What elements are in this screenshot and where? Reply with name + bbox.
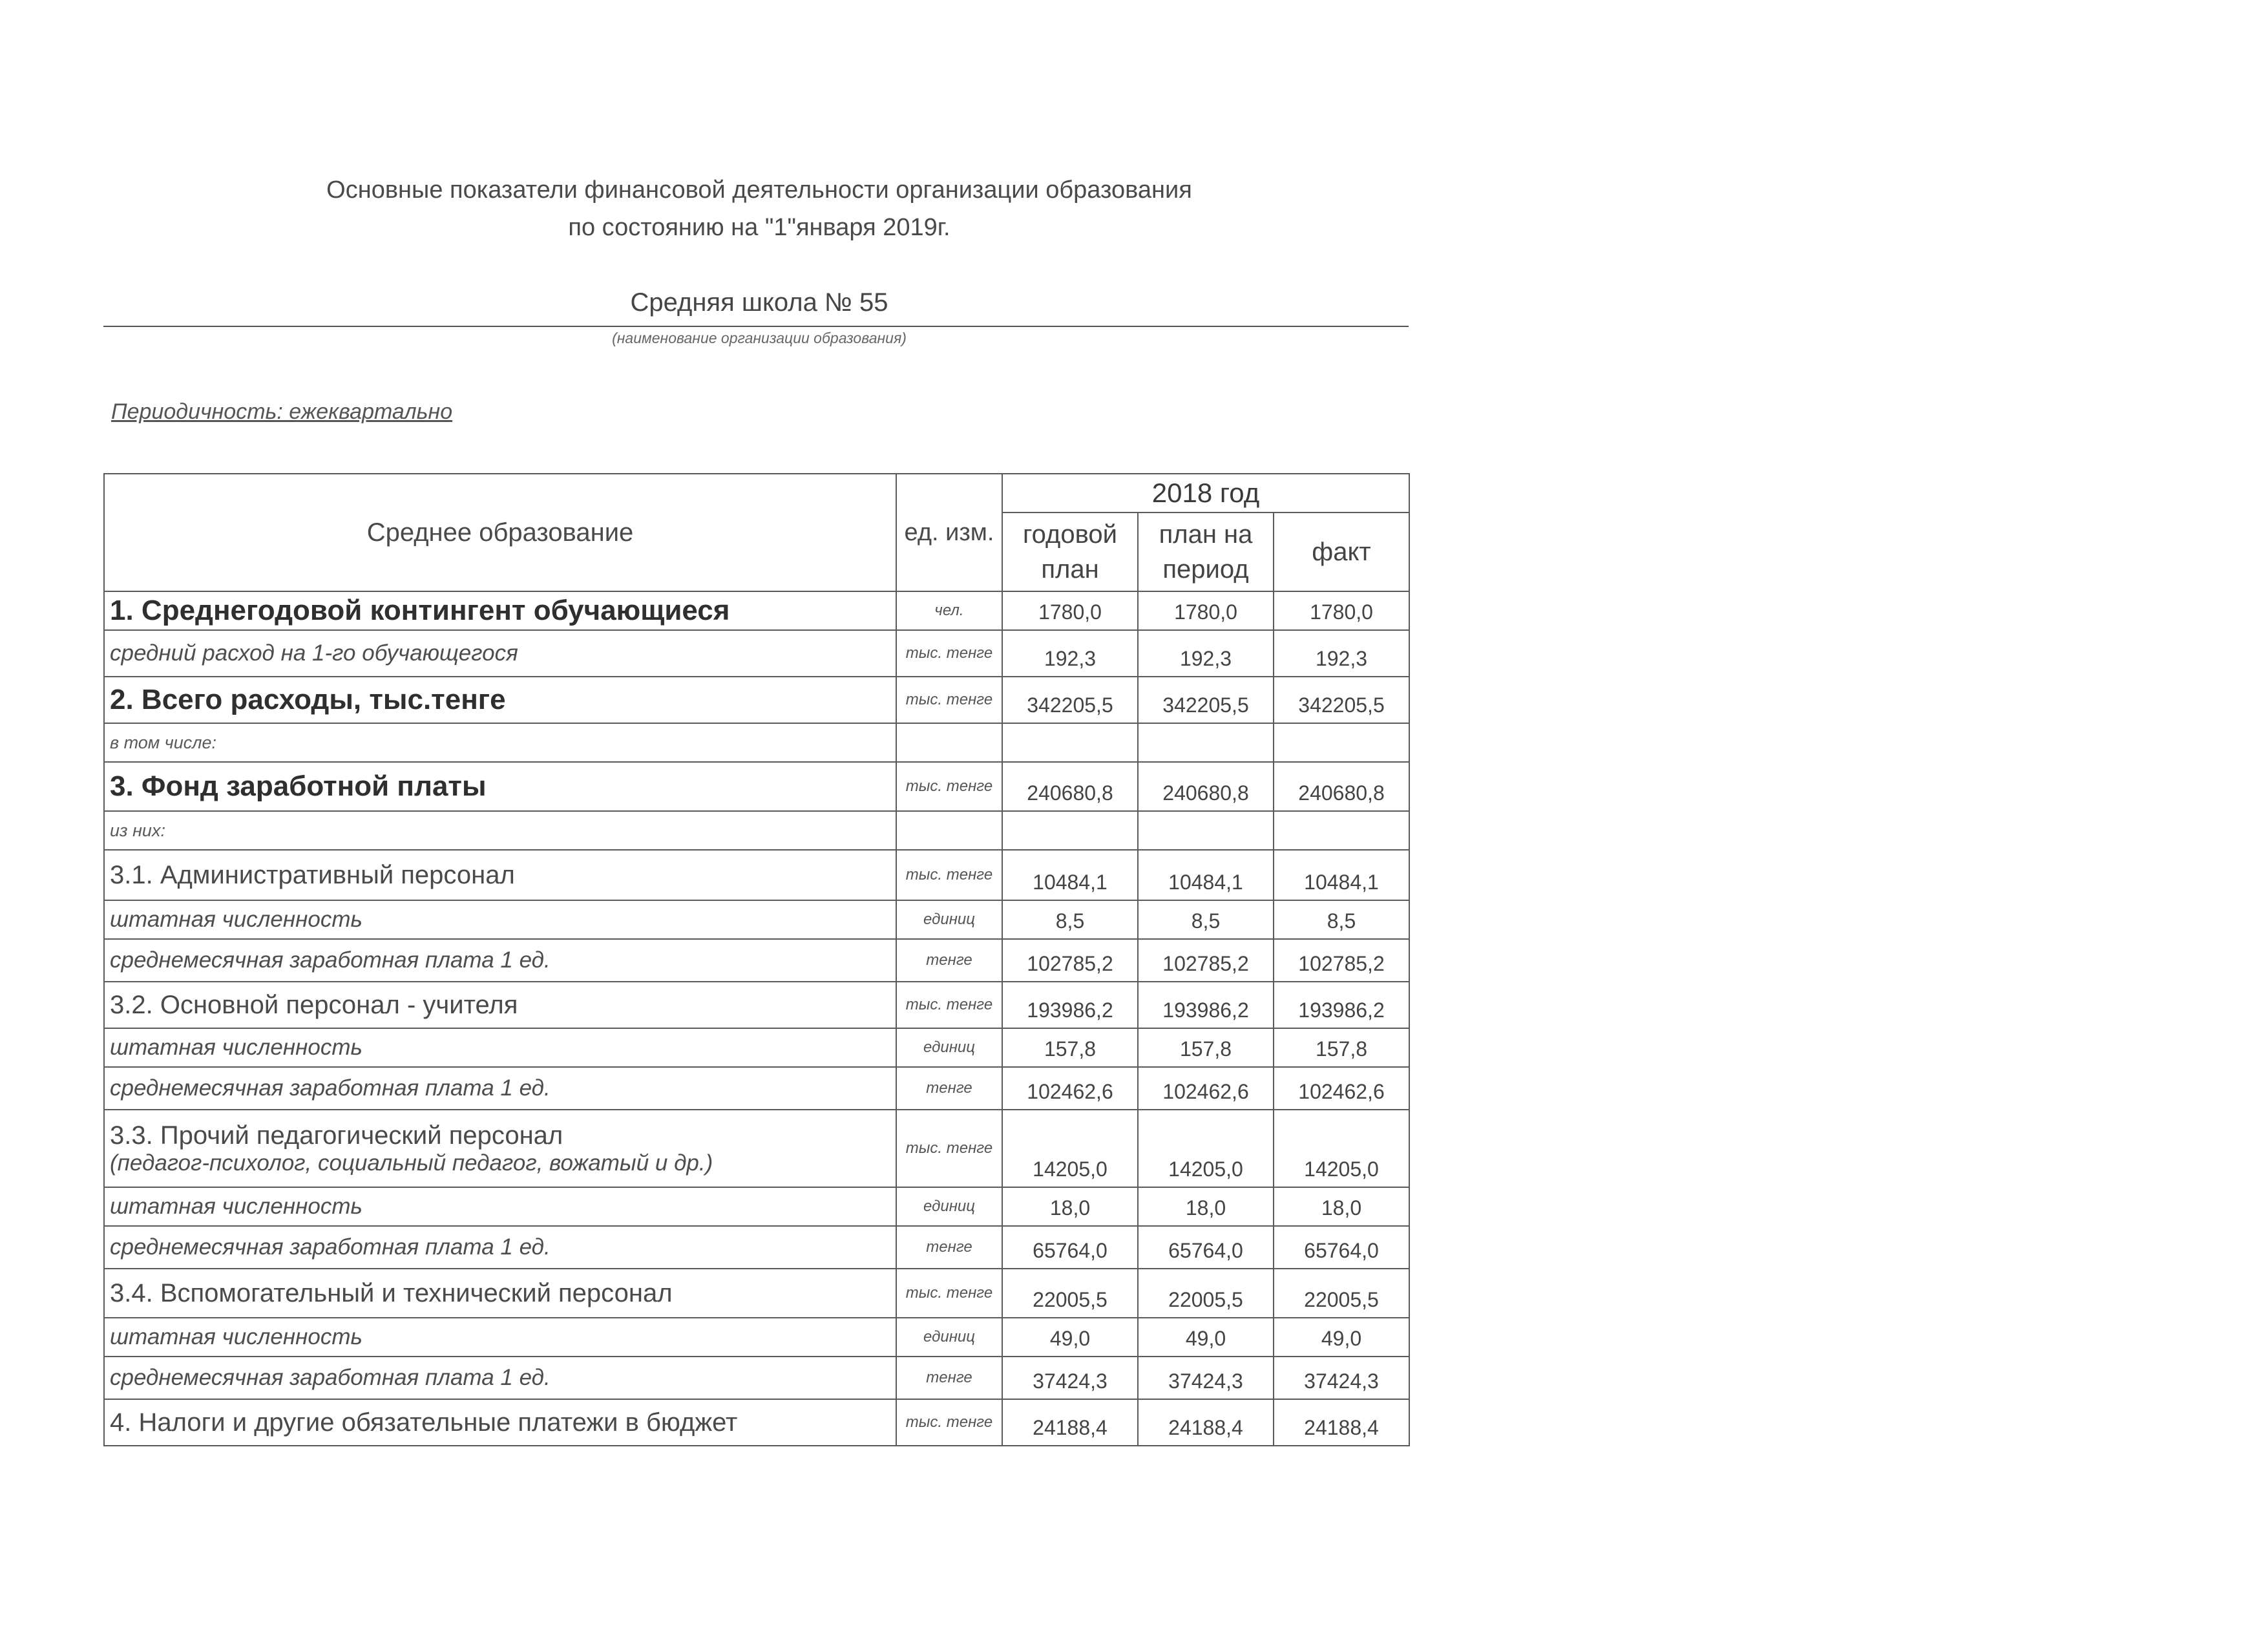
row-label-text: штатная численность <box>110 1035 362 1060</box>
table-row <box>104 1399 1409 1446</box>
row-value-annual: 37424,3 <box>1002 1357 1138 1399</box>
row-value-period: 192,3 <box>1138 630 1274 677</box>
table-row <box>104 982 1409 1028</box>
row-value-fact: 157,8 <box>1274 1028 1409 1067</box>
row-value-annual: 65764,0 <box>1002 1226 1138 1269</box>
row-value-period <box>1138 723 1274 762</box>
row-value-period: 342205,5 <box>1138 677 1274 723</box>
row-value-annual: 10484,1 <box>1002 850 1138 900</box>
row-value-fact: 24188,4 <box>1274 1399 1409 1446</box>
financial-indicators-table <box>103 473 1410 1446</box>
row-value-annual <box>1002 723 1138 762</box>
table-row <box>104 1110 1409 1187</box>
table-row <box>104 1318 1409 1357</box>
row-value-period: 37424,3 <box>1138 1357 1274 1399</box>
row-value-annual: 157,8 <box>1002 1028 1138 1067</box>
row-label-text: 3. Фонд заработной платы <box>110 770 487 802</box>
row-value-annual: 193986,2 <box>1002 982 1138 1028</box>
table-row <box>104 591 1409 630</box>
row-label-text: штатная численность <box>110 1194 362 1219</box>
row-label-text: 3.3. Прочий педагогический персонал <box>110 1121 563 1150</box>
row-value-fact: 22005,5 <box>1274 1269 1409 1318</box>
row-value-annual: 18,0 <box>1002 1187 1138 1226</box>
header-unit: ед. изм. <box>896 474 1002 591</box>
row-value-period: 24188,4 <box>1138 1399 1274 1446</box>
row-value-period: 22005,5 <box>1138 1269 1274 1318</box>
document-title-line2: по состоянию на "1"января 2019г. <box>568 214 950 241</box>
header-annual-plan: годовой план <box>1002 512 1138 591</box>
row-label <box>104 1357 896 1399</box>
row-label-text: 2. Всего расходы, тыс.тенге <box>110 684 506 715</box>
row-value-fact: 18,0 <box>1274 1187 1409 1226</box>
row-unit: тыс. тенге <box>896 850 1002 900</box>
document-title-line1: Основные показатели финансовой деятельности организации образования <box>326 176 1192 204</box>
row-label-text: среднемесячная заработная плата 1 ед. <box>110 947 551 973</box>
row-value-period: 49,0 <box>1138 1318 1274 1357</box>
row-label <box>104 850 896 900</box>
table-row <box>104 1226 1409 1269</box>
row-unit: тыс. тенге <box>896 982 1002 1028</box>
row-value-period: 193986,2 <box>1138 982 1274 1028</box>
row-value-fact: 65764,0 <box>1274 1226 1409 1269</box>
row-value-fact: 102785,2 <box>1274 939 1409 982</box>
row-label <box>104 762 896 811</box>
row-label-text: среднемесячная заработная плата 1 ед. <box>110 1075 551 1101</box>
table-row <box>104 1187 1409 1226</box>
row-value-fact <box>1274 723 1409 762</box>
row-value-annual: 1780,0 <box>1002 591 1138 630</box>
table-row <box>104 1067 1409 1110</box>
row-unit: тыс. тенге <box>896 1110 1002 1187</box>
row-value-fact: 8,5 <box>1274 900 1409 939</box>
row-value-period: 102462,6 <box>1138 1067 1274 1110</box>
row-label <box>104 811 896 850</box>
header-year: 2018 год <box>1002 474 1409 512</box>
header-fact: факт <box>1274 512 1409 591</box>
table-row <box>104 723 1409 762</box>
row-unit: чел. <box>896 591 1002 630</box>
table-row <box>104 677 1409 723</box>
header-period-plan: план на период <box>1138 512 1274 591</box>
row-unit: тыс. тенге <box>896 1399 1002 1446</box>
header-row-1 <box>104 474 1409 512</box>
row-value-fact: 1780,0 <box>1274 591 1409 630</box>
row-value-fact: 102462,6 <box>1274 1067 1409 1110</box>
row-value-fact: 37424,3 <box>1274 1357 1409 1399</box>
row-value-fact: 192,3 <box>1274 630 1409 677</box>
row-unit: единиц <box>896 1028 1002 1067</box>
row-label <box>104 677 896 723</box>
row-unit <box>896 811 1002 850</box>
row-value-fact: 10484,1 <box>1274 850 1409 900</box>
row-value-annual: 240680,8 <box>1002 762 1138 811</box>
row-value-fact: 193986,2 <box>1274 982 1409 1028</box>
row-label-text: 3.4. Вспомогательный и технический персонал <box>110 1278 673 1307</box>
row-unit: тенге <box>896 939 1002 982</box>
row-value-annual: 22005,5 <box>1002 1269 1138 1318</box>
row-unit: тыс. тенге <box>896 762 1002 811</box>
row-value-annual: 14205,0 <box>1002 1110 1138 1187</box>
row-value-annual: 192,3 <box>1002 630 1138 677</box>
row-label <box>104 723 896 762</box>
row-label-text: 3.2. Основной персонал - учителя <box>110 990 518 1019</box>
row-label-text: в том числе: <box>110 732 217 752</box>
row-value-period: 8,5 <box>1138 900 1274 939</box>
row-value-annual <box>1002 811 1138 850</box>
table-row <box>104 900 1409 939</box>
row-unit: тыс. тенге <box>896 1269 1002 1318</box>
row-unit <box>896 723 1002 762</box>
row-value-fact <box>1274 811 1409 850</box>
row-unit: единиц <box>896 1187 1002 1226</box>
row-label <box>104 1269 896 1318</box>
row-label <box>104 982 896 1028</box>
table-row <box>104 762 1409 811</box>
row-unit: тенге <box>896 1067 1002 1110</box>
row-value-period: 18,0 <box>1138 1187 1274 1226</box>
row-label-text: штатная численность <box>110 907 362 932</box>
organization-name: Средняя школа № 55 <box>630 288 888 317</box>
row-value-fact: 240680,8 <box>1274 762 1409 811</box>
row-label-text: средний расход на 1-го обучающегося <box>110 640 518 666</box>
row-value-period: 65764,0 <box>1138 1226 1274 1269</box>
row-unit: тыс. тенге <box>896 630 1002 677</box>
row-label <box>104 591 896 630</box>
row-label <box>104 1318 896 1357</box>
table-row <box>104 939 1409 982</box>
row-unit: тыс. тенге <box>896 677 1002 723</box>
row-label-text: среднемесячная заработная плата 1 ед. <box>110 1234 551 1260</box>
row-sublabel-text: (педагог-психолог, социальный педагог, вожатый и др.) <box>110 1150 713 1176</box>
row-label <box>104 630 896 677</box>
organization-underline <box>103 326 1409 327</box>
row-label <box>104 1187 896 1226</box>
row-label <box>104 1067 896 1110</box>
header-section: Среднее образование <box>104 474 896 591</box>
row-unit: единиц <box>896 900 1002 939</box>
row-unit: тенге <box>896 1357 1002 1399</box>
row-value-annual: 102462,6 <box>1002 1067 1138 1110</box>
row-value-fact: 49,0 <box>1274 1318 1409 1357</box>
table-row <box>104 630 1409 677</box>
row-label-text: среднемесячная заработная плата 1 ед. <box>110 1365 551 1390</box>
row-label <box>104 1399 896 1446</box>
row-value-period: 14205,0 <box>1138 1110 1274 1187</box>
row-label <box>104 1110 896 1187</box>
row-value-period <box>1138 811 1274 850</box>
row-unit: тенге <box>896 1226 1002 1269</box>
row-label-text: из них: <box>110 820 165 840</box>
table-row <box>104 1357 1409 1399</box>
table-row <box>104 811 1409 850</box>
table-row <box>104 1269 1409 1318</box>
row-label-text: 4. Налоги и другие обязательные платежи в бюджет <box>110 1408 738 1437</box>
row-value-period: 240680,8 <box>1138 762 1274 811</box>
row-value-annual: 102785,2 <box>1002 939 1138 982</box>
row-label-text: штатная численность <box>110 1324 362 1349</box>
periodicity-note: Периодичность: ежеквартально <box>111 399 453 424</box>
row-unit: единиц <box>896 1318 1002 1357</box>
row-value-annual: 342205,5 <box>1002 677 1138 723</box>
row-value-annual: 8,5 <box>1002 900 1138 939</box>
row-value-period: 157,8 <box>1138 1028 1274 1067</box>
row-value-period: 10484,1 <box>1138 850 1274 900</box>
row-label <box>104 900 896 939</box>
row-label <box>104 939 896 982</box>
row-value-period: 102785,2 <box>1138 939 1274 982</box>
table-row <box>104 850 1409 900</box>
row-value-annual: 49,0 <box>1002 1318 1138 1357</box>
organization-caption: (наименование организации образования) <box>612 330 907 346</box>
row-label-text: 1. Среднегодовой контингент обучающиеся <box>110 595 730 626</box>
table-row <box>104 1028 1409 1067</box>
row-label <box>104 1028 896 1067</box>
row-value-fact: 14205,0 <box>1274 1110 1409 1187</box>
row-value-fact: 342205,5 <box>1274 677 1409 723</box>
row-label <box>104 1226 896 1269</box>
row-value-annual: 24188,4 <box>1002 1399 1138 1446</box>
row-value-period: 1780,0 <box>1138 591 1274 630</box>
row-label-text: 3.1. Административный персонал <box>110 860 515 889</box>
